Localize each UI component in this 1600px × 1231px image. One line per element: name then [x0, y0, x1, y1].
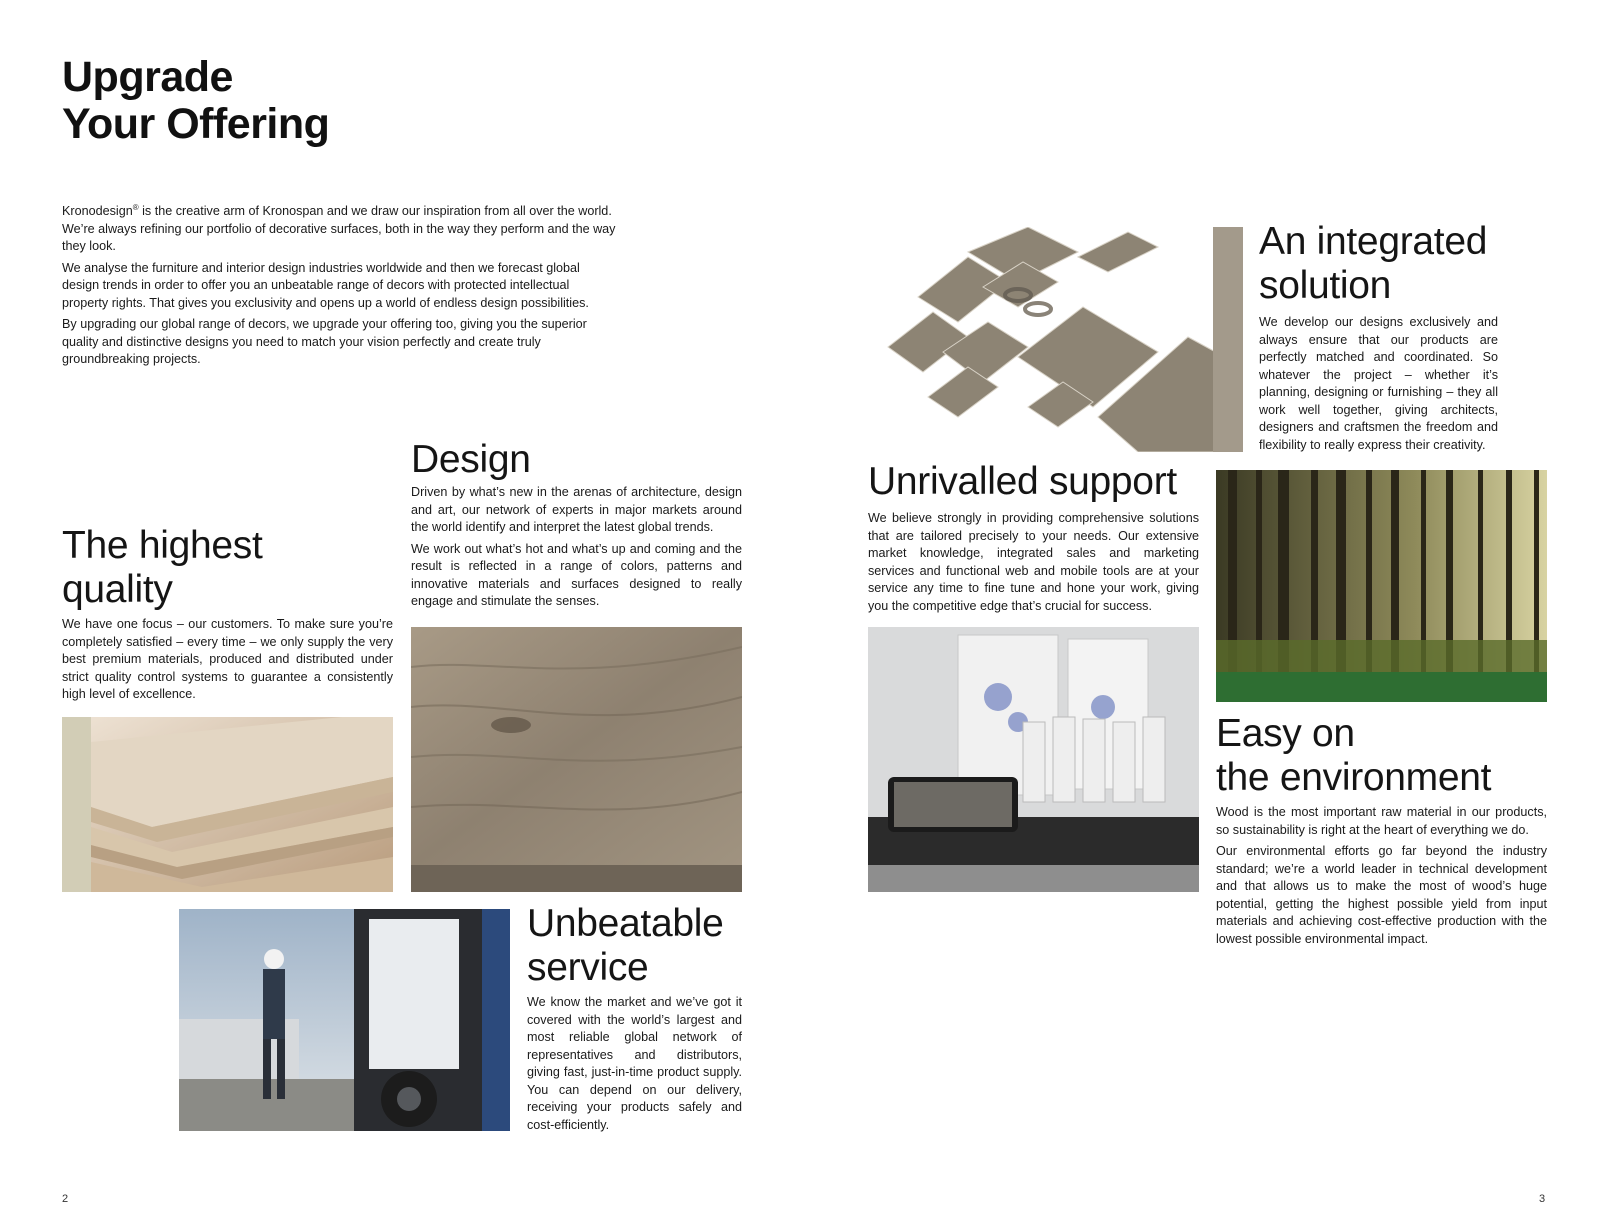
- catalog-display-image: [868, 627, 1199, 892]
- integrated-section: [1259, 220, 1498, 458]
- page-title-line2: Your Offering: [62, 100, 330, 148]
- design-paragraph: We work out what’s hot and what’s up and coming and the result is reflected in a range of colors, patterns and innovative materials and surfaces designed to really engage and stimulate the senses.: [411, 541, 742, 608]
- page-number-right: 3: [1539, 1193, 1546, 1205]
- support-section: [868, 460, 1199, 619]
- board-samples-image: [868, 227, 1243, 452]
- support-heading: Unrivalled support: [868, 460, 1177, 503]
- integrated-paragraph: We develop our designs exclusively and always ensure that our products are perfectly matched and coordinated. So whatever the project – whether it’s planning, designing or furnishing – they all work well together, giving architects, designers and craftsmen the freedom and flexibility to really express their creativity.: [1259, 315, 1498, 452]
- service-section: [527, 902, 742, 1138]
- environment-section: [1216, 712, 1547, 952]
- environment-paragraph: Wood is the most important raw material in our products, so sustainability is right at the heart of everything we do.: [1216, 805, 1547, 837]
- page-number-left: 2: [62, 1193, 69, 1205]
- intro-paragraph: By upgrading our global range of decors, we upgrade your offering too, giving you the superior quality and distinctive designs you need to match your vision perfectly and create truly groundbreaking projects.: [62, 317, 587, 367]
- forest-image: [1216, 470, 1547, 702]
- quality-section: [62, 524, 393, 708]
- environment-paragraph: Our environmental efforts go far beyond the industry standard; we’re a world leader in technical development and that allows us to make the most of wood’s huge potential, getting the highest possible yield from input materials and achieving cost-effective production with the lowest possible environmental impact.: [1216, 844, 1547, 946]
- design-heading: Design: [411, 438, 531, 481]
- page-title-line1: Upgrade: [62, 53, 233, 101]
- truck-worker-image: [179, 909, 510, 1131]
- intro-paragraph: We analyse the furniture and interior design industries worldwide and then we forecast global design trends in order to offer you an unbeatable range of decors with protected intellectual property rights. That gives you exclusivity and opens up a world of endless design possibilities.: [62, 260, 589, 310]
- design-paragraph: Driven by what’s new in the arenas of architecture, design and art, our network of experts in major markets around the world identify and interpret the latest global trends.: [411, 485, 742, 534]
- page-title: [62, 54, 329, 148]
- intro-text: [62, 199, 617, 373]
- service-paragraph: We know the market and we’ve got it covered with the world’s largest and most reliable global network of representatives and distributors, giving fast, just-in-time product supply. You can depend on our delivery, receiving your products safely and cost-efficiently.: [527, 995, 742, 1132]
- particleboard-image: [62, 717, 393, 892]
- intro-paragraph: Kronodesign® is the creative arm of Kronospan and we draw our inspiration from all over the world. We’re always refining our portfolio of decorative surfaces, both in the way they perform and the way they look.: [62, 203, 616, 254]
- support-paragraph: We believe strongly in providing comprehensive solutions that are tailored precisely to your needs. Our extensive market knowledge, integrated sales and marketing services and functional web and mobile tools are at your service any time to fine tune and hone your work, giving you the competitive edge that’s crucial for success.: [868, 511, 1199, 613]
- quality-heading: The highest quality: [62, 524, 263, 611]
- design-section: [411, 438, 742, 615]
- oak-texture-image: [411, 627, 742, 892]
- service-heading: Unbeatable service: [527, 902, 724, 989]
- integrated-heading: An integrated solution: [1259, 220, 1488, 307]
- environment-heading: Easy on the environment: [1216, 712, 1492, 799]
- quality-paragraph: We have one focus – our customers. To make sure you’re completely satisfied – every time – we only supply the very best premium materials, produced and distributed under strict quality control systems to guarantee a consistently high level of excellence.: [62, 617, 393, 701]
